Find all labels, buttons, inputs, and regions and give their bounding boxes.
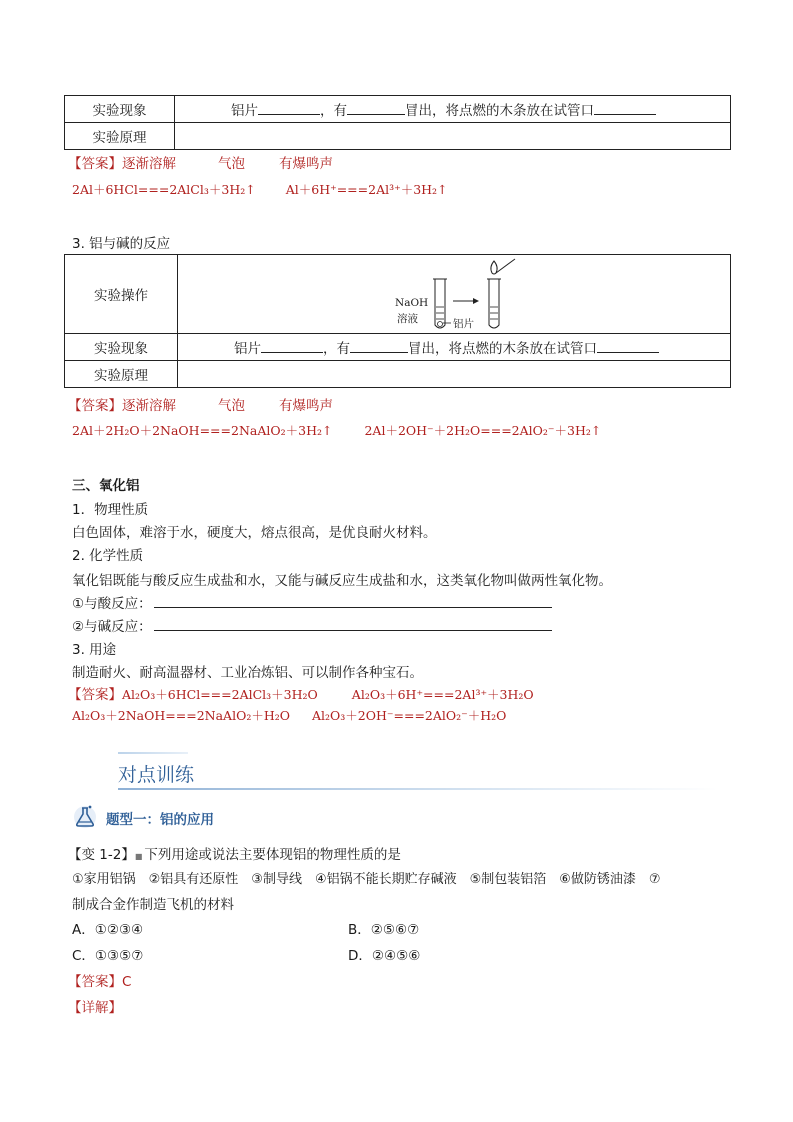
table-row <box>65 255 731 334</box>
table-row <box>65 96 731 123</box>
fill-blank[interactable] <box>261 339 323 353</box>
answer-tag: 【答案】 <box>68 156 122 172</box>
answer-line <box>68 152 333 172</box>
option-a[interactable]: A．①②③④ <box>72 922 144 938</box>
fill-label: ②与碱反应： <box>72 619 152 635</box>
flask-icon-svg <box>72 803 98 829</box>
question-items: ①家用铝锅 ②铝具有还原性 ③制导线 ④铝锅不能长期贮存碱液 ⑤制包装铝箔 ⑥做防锈油漆 ⑦ <box>72 872 661 887</box>
equation: 2Al＋2OH⁻＋2H₂O===2AlO₂⁻＋3H₂↑ <box>364 423 602 438</box>
question-type: 题型一：铝的应用 <box>106 812 214 828</box>
table-row <box>65 334 731 361</box>
phenomenon-cell <box>178 334 731 361</box>
phenomenon-text: 冒出，将点燃的木条放在试管口 <box>405 103 594 119</box>
experiment-table-1 <box>64 95 731 150</box>
answer-blank[interactable] <box>154 595 552 608</box>
fill-line-acid <box>72 592 552 612</box>
equation: 2Al＋6HCl===2AlCl₃＋3H₂↑ <box>72 182 256 197</box>
option-d[interactable]: D．②④⑤⑥ <box>348 948 421 964</box>
section-heading: 三、氧化铝 <box>72 478 140 494</box>
subheading: 1．物理性质 <box>72 502 149 518</box>
section-heading: 3. 铝与碱的反应 <box>72 236 171 252</box>
answer-tag: 【答案】 <box>68 687 122 703</box>
question-line <box>68 843 401 863</box>
phenomenon-text: 铝片 <box>234 341 261 357</box>
fill-blank[interactable] <box>594 101 656 115</box>
question-items: 制成合金作制造飞机的材料 <box>72 897 234 913</box>
flask-icon <box>72 803 98 829</box>
phenomenon-text: ，有 <box>320 103 347 119</box>
paragraph: 制造耐火、耐高温器材、工业冶炼铝、可以制作各种宝石。 <box>72 665 423 681</box>
row-label-phenomenon: 实验现象 <box>65 96 175 123</box>
answer-blank[interactable] <box>154 618 552 631</box>
equation: Al₂O₃＋2OH⁻===2AlO₂⁻＋H₂O <box>312 708 507 723</box>
row-label-principle: 实验原理 <box>65 123 175 150</box>
principle-cell[interactable] <box>175 123 731 150</box>
training-title: 对点训练 <box>118 764 195 786</box>
paragraph: 氧化铝既能与酸反应生成盐和水，又能与碱反应生成盐和水，这类氧化物叫做两性氧化物。 <box>72 573 612 589</box>
equation-line <box>72 180 448 198</box>
answer-line <box>68 970 131 990</box>
fill-blank[interactable] <box>597 339 659 353</box>
experiment-figure <box>393 257 523 333</box>
fill-blank[interactable] <box>347 101 405 115</box>
fill-line-base <box>72 615 552 635</box>
fill-blank[interactable] <box>350 339 408 353</box>
training-banner <box>118 752 718 792</box>
equation: Al₂O₃＋6HCl===2AlCl₃＋3H₂O <box>122 687 318 702</box>
subheading: 2. 化学性质 <box>72 548 144 564</box>
answer-value: C <box>122 974 132 990</box>
table-row <box>65 123 731 150</box>
principle-cell[interactable] <box>178 361 731 388</box>
table-row <box>65 361 731 388</box>
question-tag: 【变 1-2】 <box>68 847 135 863</box>
phenomenon-cell <box>175 96 731 123</box>
paragraph: 白色固体，难溶于水，硬度大，熔点很高，是优良耐火材料。 <box>72 525 437 541</box>
fill-blank[interactable] <box>258 101 320 115</box>
answer-line <box>68 683 534 703</box>
option-c[interactable]: C．①③⑤⑦ <box>72 948 144 964</box>
row-label-phenomenon: 实验现象 <box>65 334 178 361</box>
equation-line <box>72 421 601 439</box>
detail-tag: 【详解】 <box>68 1000 122 1016</box>
answer-item: 有爆鸣声 <box>279 156 333 172</box>
experiment-table-2 <box>64 254 731 388</box>
banner-top-rule <box>118 752 188 754</box>
phenomenon-text: 铝片 <box>231 103 258 119</box>
answer-item: 气泡 <box>218 156 245 172</box>
equation-line <box>72 706 506 724</box>
phenomenon-text: 冒出，将点燃的木条放在试管口 <box>408 341 597 357</box>
answer-line <box>68 394 333 414</box>
equation: Al₂O₃＋6H⁺===2Al³⁺＋3H₂O <box>351 687 534 702</box>
answer-tag: 【答案】 <box>68 398 122 414</box>
row-label-operation: 实验操作 <box>65 255 178 334</box>
answer-item: 气泡 <box>218 398 245 414</box>
phenomenon-text: ，有 <box>323 341 350 357</box>
equation: Al＋6H⁺===2Al³⁺＋3H₂↑ <box>285 182 448 197</box>
figure-label-solution: 溶液 <box>397 313 418 325</box>
answer-item: 逐渐溶解 <box>122 156 176 172</box>
answer-tag: 【答案】 <box>68 974 122 990</box>
operation-figure-cell <box>178 255 731 334</box>
small-mark: ■ <box>134 852 143 861</box>
question-stem: 下列用途或说法主要体现铝的物理性质的是 <box>144 847 401 863</box>
equation: 2Al＋2H₂O＋2NaOH===2NaAlO₂＋3H₂↑ <box>72 423 333 438</box>
fill-label: ①与酸反应： <box>72 596 152 612</box>
figure-label-al-piece: 铝片 <box>453 318 474 330</box>
equation: Al₂O₃＋2NaOH===2NaAlO₂＋H₂O <box>72 708 290 723</box>
banner-bottom-rule <box>118 788 718 790</box>
subheading: 3. 用途 <box>72 642 117 658</box>
answer-item: 有爆鸣声 <box>279 398 333 414</box>
row-label-principle: 实验原理 <box>65 361 178 388</box>
answer-item: 逐渐溶解 <box>122 398 176 414</box>
figure-label-naoh: NaOH <box>395 297 429 309</box>
option-b[interactable]: B．②⑤⑥⑦ <box>348 922 420 938</box>
